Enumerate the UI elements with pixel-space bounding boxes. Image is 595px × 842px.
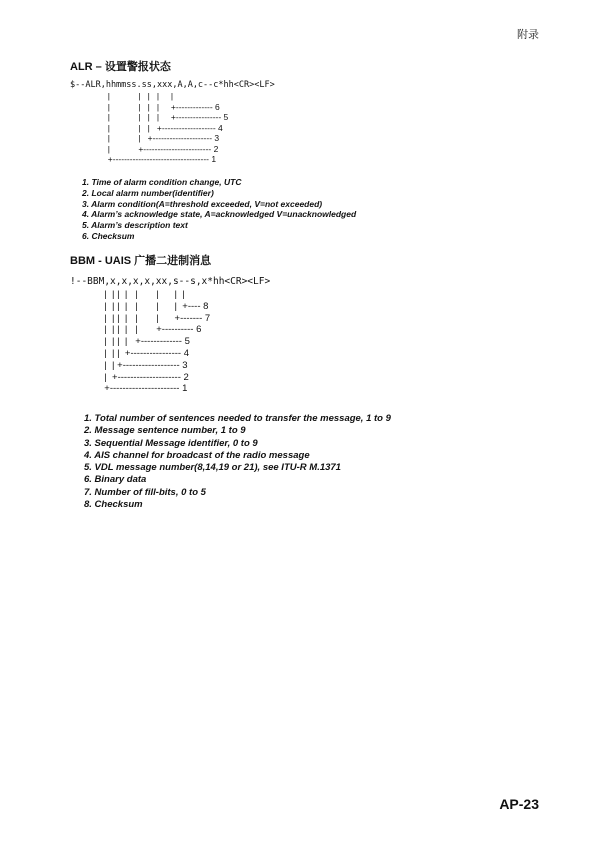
- alr-field-item: 4. Alarm’s acknowledge state, A=acknowledged V=unacknowledged: [82, 209, 357, 220]
- page-number: AP-23: [499, 796, 539, 812]
- bbm-sentence-syntax: !--BBM,x,x,x,x,xx,s--s,x*hh<CR><LF>: [70, 276, 271, 287]
- bbm-field-diagram: | | | | | | | | | | | | | | | +---- 8 | | | | | | +------- 7 | | | | | +---------- 6 | | | | +------------- 5 | | | +---------------- 4 | | +------------------ 3 | +-------------------- 2 +---------------------- 1: [104, 289, 211, 395]
- bbm-field-item: 3. Sequential Message identifier, 0 to 9: [84, 437, 258, 449]
- bbm-field-item: 4. AIS channel for broadcast of the radio message: [84, 449, 310, 461]
- alr-field-item: 5. Alarm’s description text: [82, 220, 188, 231]
- bbm-field-item: 1. Total number of sentences needed to transfer the message, 1 to 9: [84, 413, 391, 424]
- bbm-field-list: [84, 413, 391, 511]
- alr-section-title: ALR – 设置警报状态: [70, 61, 171, 73]
- bbm-field-item: 6. Binary data: [84, 474, 147, 486]
- alr-field-item: 6. Checksum: [82, 230, 135, 241]
- alr-field-diagram: | | | | | | | | | +------------- 6 | | | | +---------------- 5 | | | +------------------- 4 | | +--------------------- 3 | +------------------------ 2 +---------------------------------- 1: [107, 91, 229, 164]
- appendix-header-label: 附录: [517, 29, 539, 41]
- bbm-field-item: 7. Number of fill-bits, 0 to 5: [84, 486, 206, 498]
- alr-field-item: 1. Time of alarm condition change, UTC: [82, 177, 242, 187]
- bbm-field-item: 2. Message sentence number, 1 to 9: [84, 425, 246, 437]
- alr-field-item: 3. Alarm condition(A=threshold exceeded, V=not exceeded): [82, 198, 323, 209]
- alr-field-list: [82, 177, 356, 242]
- bbm-field-item: 5. VDL message number(8,14,19 or 21), see ITU-R M.1371: [84, 462, 341, 474]
- alr-field-item: 2. Local alarm number(identifier): [82, 187, 214, 198]
- bbm-field-item: 8. Checksum: [84, 499, 143, 511]
- alr-sentence-syntax: $--ALR,hhmmss.ss,xxx,A,A,c--c*hh<CR><LF>: [70, 80, 275, 90]
- bbm-section-title: BBM - UAIS 广播二进制消息: [70, 255, 212, 267]
